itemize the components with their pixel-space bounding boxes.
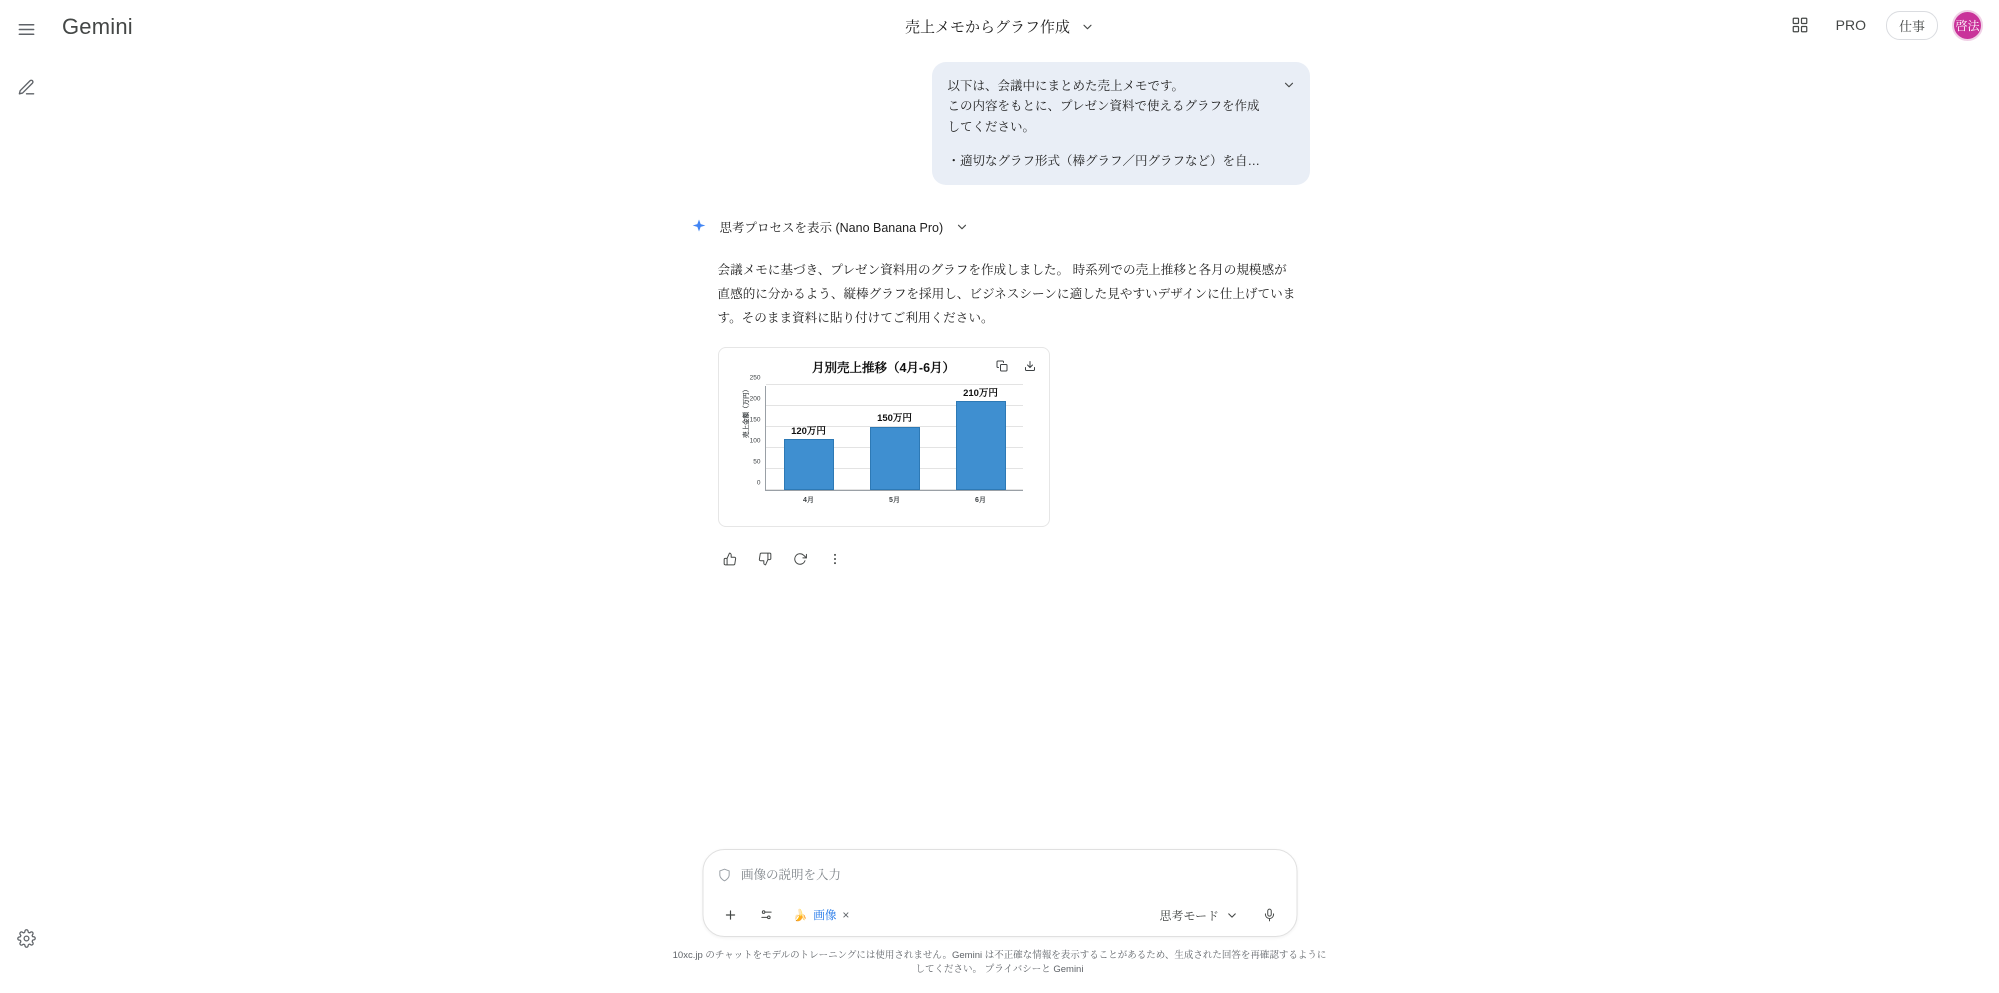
workspace-pill[interactable]: 仕事	[1886, 11, 1938, 40]
y-tick-1: 50	[753, 458, 761, 466]
composer[interactable]	[702, 849, 1297, 937]
generated-image-card[interactable]	[718, 347, 1050, 527]
user-message-line-1: 以下は、会議中にまとめた売上メモです。	[947, 79, 1185, 93]
user-message-line-3: してください。	[947, 119, 1036, 134]
chart-y-axis-label: 売上金額（万円）	[742, 385, 750, 438]
y-tick-5: 250	[749, 374, 761, 382]
thumbs-up-icon[interactable]	[718, 547, 742, 571]
x-tick-apr: 4月	[803, 496, 814, 504]
y-tick-2: 100	[749, 437, 761, 445]
attachment-chip-image[interactable]	[789, 905, 853, 925]
x-tick-may: 5月	[889, 496, 900, 504]
shield-icon	[717, 868, 731, 882]
attachment-chip-label: 画像	[813, 910, 837, 922]
mode-chevron-down-icon	[1225, 909, 1238, 922]
hamburger-menu-icon[interactable]	[9, 12, 43, 46]
composer-input[interactable]	[739, 867, 1282, 883]
thought-process-label[interactable]: 思考プロセスを表示 (Nano Banana Pro)	[719, 221, 944, 235]
mode-selector[interactable]	[1151, 903, 1246, 928]
y-tick-0: 0	[756, 479, 761, 487]
disclaimer-text: 10xc.jp のチャットをモデルのトレーニングには使用されません。Gemini は不正確な情報を表示することがあるため、生成された回答を再確認するようにしてください。	[672, 949, 1327, 976]
x-tick-jun: 6月	[975, 496, 986, 504]
thumbs-down-icon[interactable]	[753, 547, 777, 571]
message-action-bar	[718, 547, 1310, 571]
bar-apr	[784, 439, 834, 489]
app-brand: Gemini	[62, 14, 133, 39]
download-icon[interactable]	[1019, 355, 1041, 377]
y-tick-4: 200	[749, 395, 761, 403]
more-options-icon[interactable]	[823, 547, 847, 571]
attachment-chip-close-icon[interactable]: ×	[842, 908, 850, 922]
privacy-link[interactable]: プライバシーと Gemini	[984, 964, 1084, 976]
bar-jun	[956, 401, 1006, 489]
bar-may	[870, 427, 920, 490]
plus-icon[interactable]	[717, 902, 743, 928]
bar-label-apr: 120万円	[791, 425, 826, 437]
y-tick-3: 150	[749, 416, 761, 424]
user-message-line-4: ・適切なグラフ形式（棒グラフ／円グラフなど）を自…	[947, 153, 1261, 168]
left-rail	[0, 0, 52, 993]
sparkle-icon	[690, 218, 708, 236]
assistant-answer-text: 会議メモに基づき、プレゼン資料用のグラフを作成しました。 時系列での売上推移と各月の規模感が直感的に分かるよう、縦棒グラフを採用し、ビジネスシーンに適した見やすいデザインに仕上げています。そのまま資料に貼り付けてご利用ください。	[717, 263, 1296, 326]
chart-plot-area	[749, 374, 1023, 504]
banana-icon: 🍌	[793, 910, 808, 922]
tools-icon[interactable]	[753, 902, 779, 928]
mode-label: 思考モード	[1159, 908, 1219, 923]
bar-label-may: 150万円	[877, 412, 912, 424]
user-message-line-2: この内容をもとに、プレゼン資料で使えるグラフを作成	[947, 99, 1260, 114]
copy-icon[interactable]	[991, 355, 1013, 377]
thought-process-row[interactable]	[690, 218, 1310, 236]
chat-title-selector[interactable]	[895, 13, 1104, 40]
bar-label-jun: 210万円	[963, 387, 998, 399]
image-card-actions	[991, 355, 1041, 377]
topbar-actions	[1784, 9, 1983, 41]
chart-title: 月別売上推移（4月-6月）	[811, 360, 956, 375]
avatar[interactable]: 啓法	[1952, 10, 1983, 41]
chevron-down-icon	[1080, 20, 1094, 34]
user-message-bubble	[932, 62, 1310, 185]
expand-message-chevron-down-icon[interactable]	[1278, 74, 1300, 96]
disclaimer	[670, 949, 1330, 978]
thought-process-chevron-down-icon[interactable]	[955, 220, 969, 234]
refresh-icon[interactable]	[788, 547, 812, 571]
chat-title: 売上メモからグラフ作成	[904, 19, 1071, 36]
conversation	[690, 62, 1310, 571]
settings-gear-icon[interactable]	[9, 921, 43, 955]
apps-grid-icon[interactable]	[1784, 9, 1816, 41]
pro-badge[interactable]: PRO	[1835, 17, 1866, 33]
microphone-icon[interactable]	[1256, 902, 1282, 928]
new-chat-icon[interactable]	[9, 70, 43, 104]
